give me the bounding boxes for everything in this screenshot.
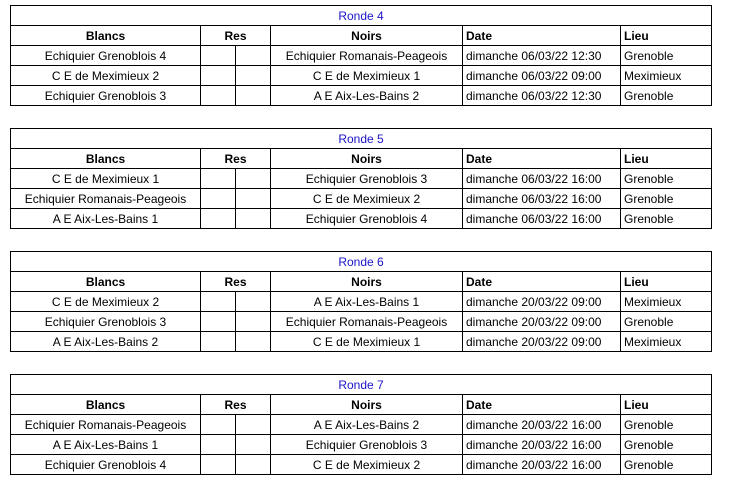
game-row xyxy=(11,169,712,189)
result-white xyxy=(201,435,236,455)
header-lieu: Lieu xyxy=(621,26,712,46)
header-date: Date xyxy=(463,272,621,292)
round-title: Ronde 6 xyxy=(11,252,712,272)
game-date: dimanche 06/03/22 16:00 xyxy=(463,209,621,229)
header-res: Res xyxy=(201,26,271,46)
game-date: dimanche 20/03/22 16:00 xyxy=(463,435,621,455)
result-white xyxy=(201,169,236,189)
result-black xyxy=(236,86,271,106)
round-table xyxy=(10,5,712,106)
result-white xyxy=(201,332,236,352)
game-row xyxy=(11,435,712,455)
result-white xyxy=(201,189,236,209)
result-white xyxy=(201,312,236,332)
white-team: A E Aix-Les-Bains 2 xyxy=(11,332,201,352)
game-date: dimanche 20/03/22 09:00 xyxy=(463,312,621,332)
white-team: A E Aix-Les-Bains 1 xyxy=(11,209,201,229)
game-location: Grenoble xyxy=(621,455,712,475)
game-location: Grenoble xyxy=(621,189,712,209)
header-blancs: Blancs xyxy=(11,149,201,169)
black-team: Echiquier Romanais-Peageois xyxy=(271,312,463,332)
white-team: Echiquier Romanais-Peageois xyxy=(11,415,201,435)
game-row xyxy=(11,292,712,312)
black-team: C E de Meximieux 2 xyxy=(271,455,463,475)
header-noirs: Noirs xyxy=(271,272,463,292)
result-white xyxy=(201,46,236,66)
game-location: Grenoble xyxy=(621,435,712,455)
header-date: Date xyxy=(463,149,621,169)
round-table xyxy=(10,128,712,229)
black-team: C E de Meximieux 2 xyxy=(271,189,463,209)
black-team: Echiquier Grenoblois 3 xyxy=(271,169,463,189)
white-team: Echiquier Romanais-Peageois xyxy=(11,189,201,209)
white-team: Echiquier Grenoblois 3 xyxy=(11,86,201,106)
result-black xyxy=(236,455,271,475)
result-white xyxy=(201,86,236,106)
round-title: Ronde 5 xyxy=(11,129,712,149)
game-date: dimanche 06/03/22 16:00 xyxy=(463,169,621,189)
result-black xyxy=(236,46,271,66)
white-team: C E de Meximieux 2 xyxy=(11,66,201,86)
result-black xyxy=(236,415,271,435)
result-white xyxy=(201,415,236,435)
game-location: Grenoble xyxy=(621,312,712,332)
game-location: Meximieux xyxy=(621,66,712,86)
header-lieu: Lieu xyxy=(621,272,712,292)
round-title: Ronde 7 xyxy=(11,375,712,395)
header-noirs: Noirs xyxy=(271,26,463,46)
result-black xyxy=(236,332,271,352)
game-date: dimanche 20/03/22 09:00 xyxy=(463,332,621,352)
game-date: dimanche 06/03/22 12:30 xyxy=(463,46,621,66)
game-row xyxy=(11,209,712,229)
black-team: C E de Meximieux 1 xyxy=(271,66,463,86)
black-team: A E Aix-Les-Bains 2 xyxy=(271,415,463,435)
white-team: Echiquier Grenoblois 4 xyxy=(11,46,201,66)
black-team: A E Aix-Les-Bains 1 xyxy=(271,292,463,312)
white-team: C E de Meximieux 2 xyxy=(11,292,201,312)
result-white xyxy=(201,209,236,229)
header-lieu: Lieu xyxy=(621,149,712,169)
game-row xyxy=(11,415,712,435)
game-row xyxy=(11,189,712,209)
game-row xyxy=(11,332,712,352)
header-lieu: Lieu xyxy=(621,395,712,415)
game-date: dimanche 06/03/22 16:00 xyxy=(463,189,621,209)
result-black xyxy=(236,209,271,229)
game-row xyxy=(11,46,712,66)
white-team: A E Aix-Les-Bains 1 xyxy=(11,435,201,455)
result-white xyxy=(201,455,236,475)
header-res: Res xyxy=(201,272,271,292)
white-team: Echiquier Grenoblois 3 xyxy=(11,312,201,332)
result-black xyxy=(236,189,271,209)
game-date: dimanche 20/03/22 16:00 xyxy=(463,415,621,435)
header-noirs: Noirs xyxy=(271,395,463,415)
result-white xyxy=(201,292,236,312)
game-row xyxy=(11,86,712,106)
game-location: Grenoble xyxy=(621,415,712,435)
black-team: Echiquier Grenoblois 3 xyxy=(271,435,463,455)
result-black xyxy=(236,66,271,86)
round-table xyxy=(10,374,712,475)
game-row xyxy=(11,455,712,475)
result-black xyxy=(236,169,271,189)
result-black xyxy=(236,312,271,332)
header-date: Date xyxy=(463,395,621,415)
game-date: dimanche 06/03/22 12:30 xyxy=(463,86,621,106)
header-res: Res xyxy=(201,149,271,169)
black-team: Echiquier Grenoblois 4 xyxy=(271,209,463,229)
black-team: A E Aix-Les-Bains 2 xyxy=(271,86,463,106)
game-date: dimanche 20/03/22 16:00 xyxy=(463,455,621,475)
white-team: C E de Meximieux 1 xyxy=(11,169,201,189)
game-location: Grenoble xyxy=(621,86,712,106)
result-black xyxy=(236,435,271,455)
round-table xyxy=(10,251,712,352)
header-blancs: Blancs xyxy=(11,26,201,46)
header-blancs: Blancs xyxy=(11,272,201,292)
header-blancs: Blancs xyxy=(11,395,201,415)
game-date: dimanche 06/03/22 09:00 xyxy=(463,66,621,86)
game-location: Grenoble xyxy=(621,209,712,229)
white-team: Echiquier Grenoblois 4 xyxy=(11,455,201,475)
header-res: Res xyxy=(201,395,271,415)
header-noirs: Noirs xyxy=(271,149,463,169)
game-location: Grenoble xyxy=(621,169,712,189)
result-black xyxy=(236,292,271,312)
game-location: Meximieux xyxy=(621,332,712,352)
black-team: C E de Meximieux 1 xyxy=(271,332,463,352)
game-date: dimanche 20/03/22 09:00 xyxy=(463,292,621,312)
round-title: Ronde 4 xyxy=(11,6,712,26)
game-location: Grenoble xyxy=(621,46,712,66)
header-date: Date xyxy=(463,26,621,46)
black-team: Echiquier Romanais-Peageois xyxy=(271,46,463,66)
game-row xyxy=(11,66,712,86)
result-white xyxy=(201,66,236,86)
game-row xyxy=(11,312,712,332)
game-location: Meximieux xyxy=(621,292,712,312)
